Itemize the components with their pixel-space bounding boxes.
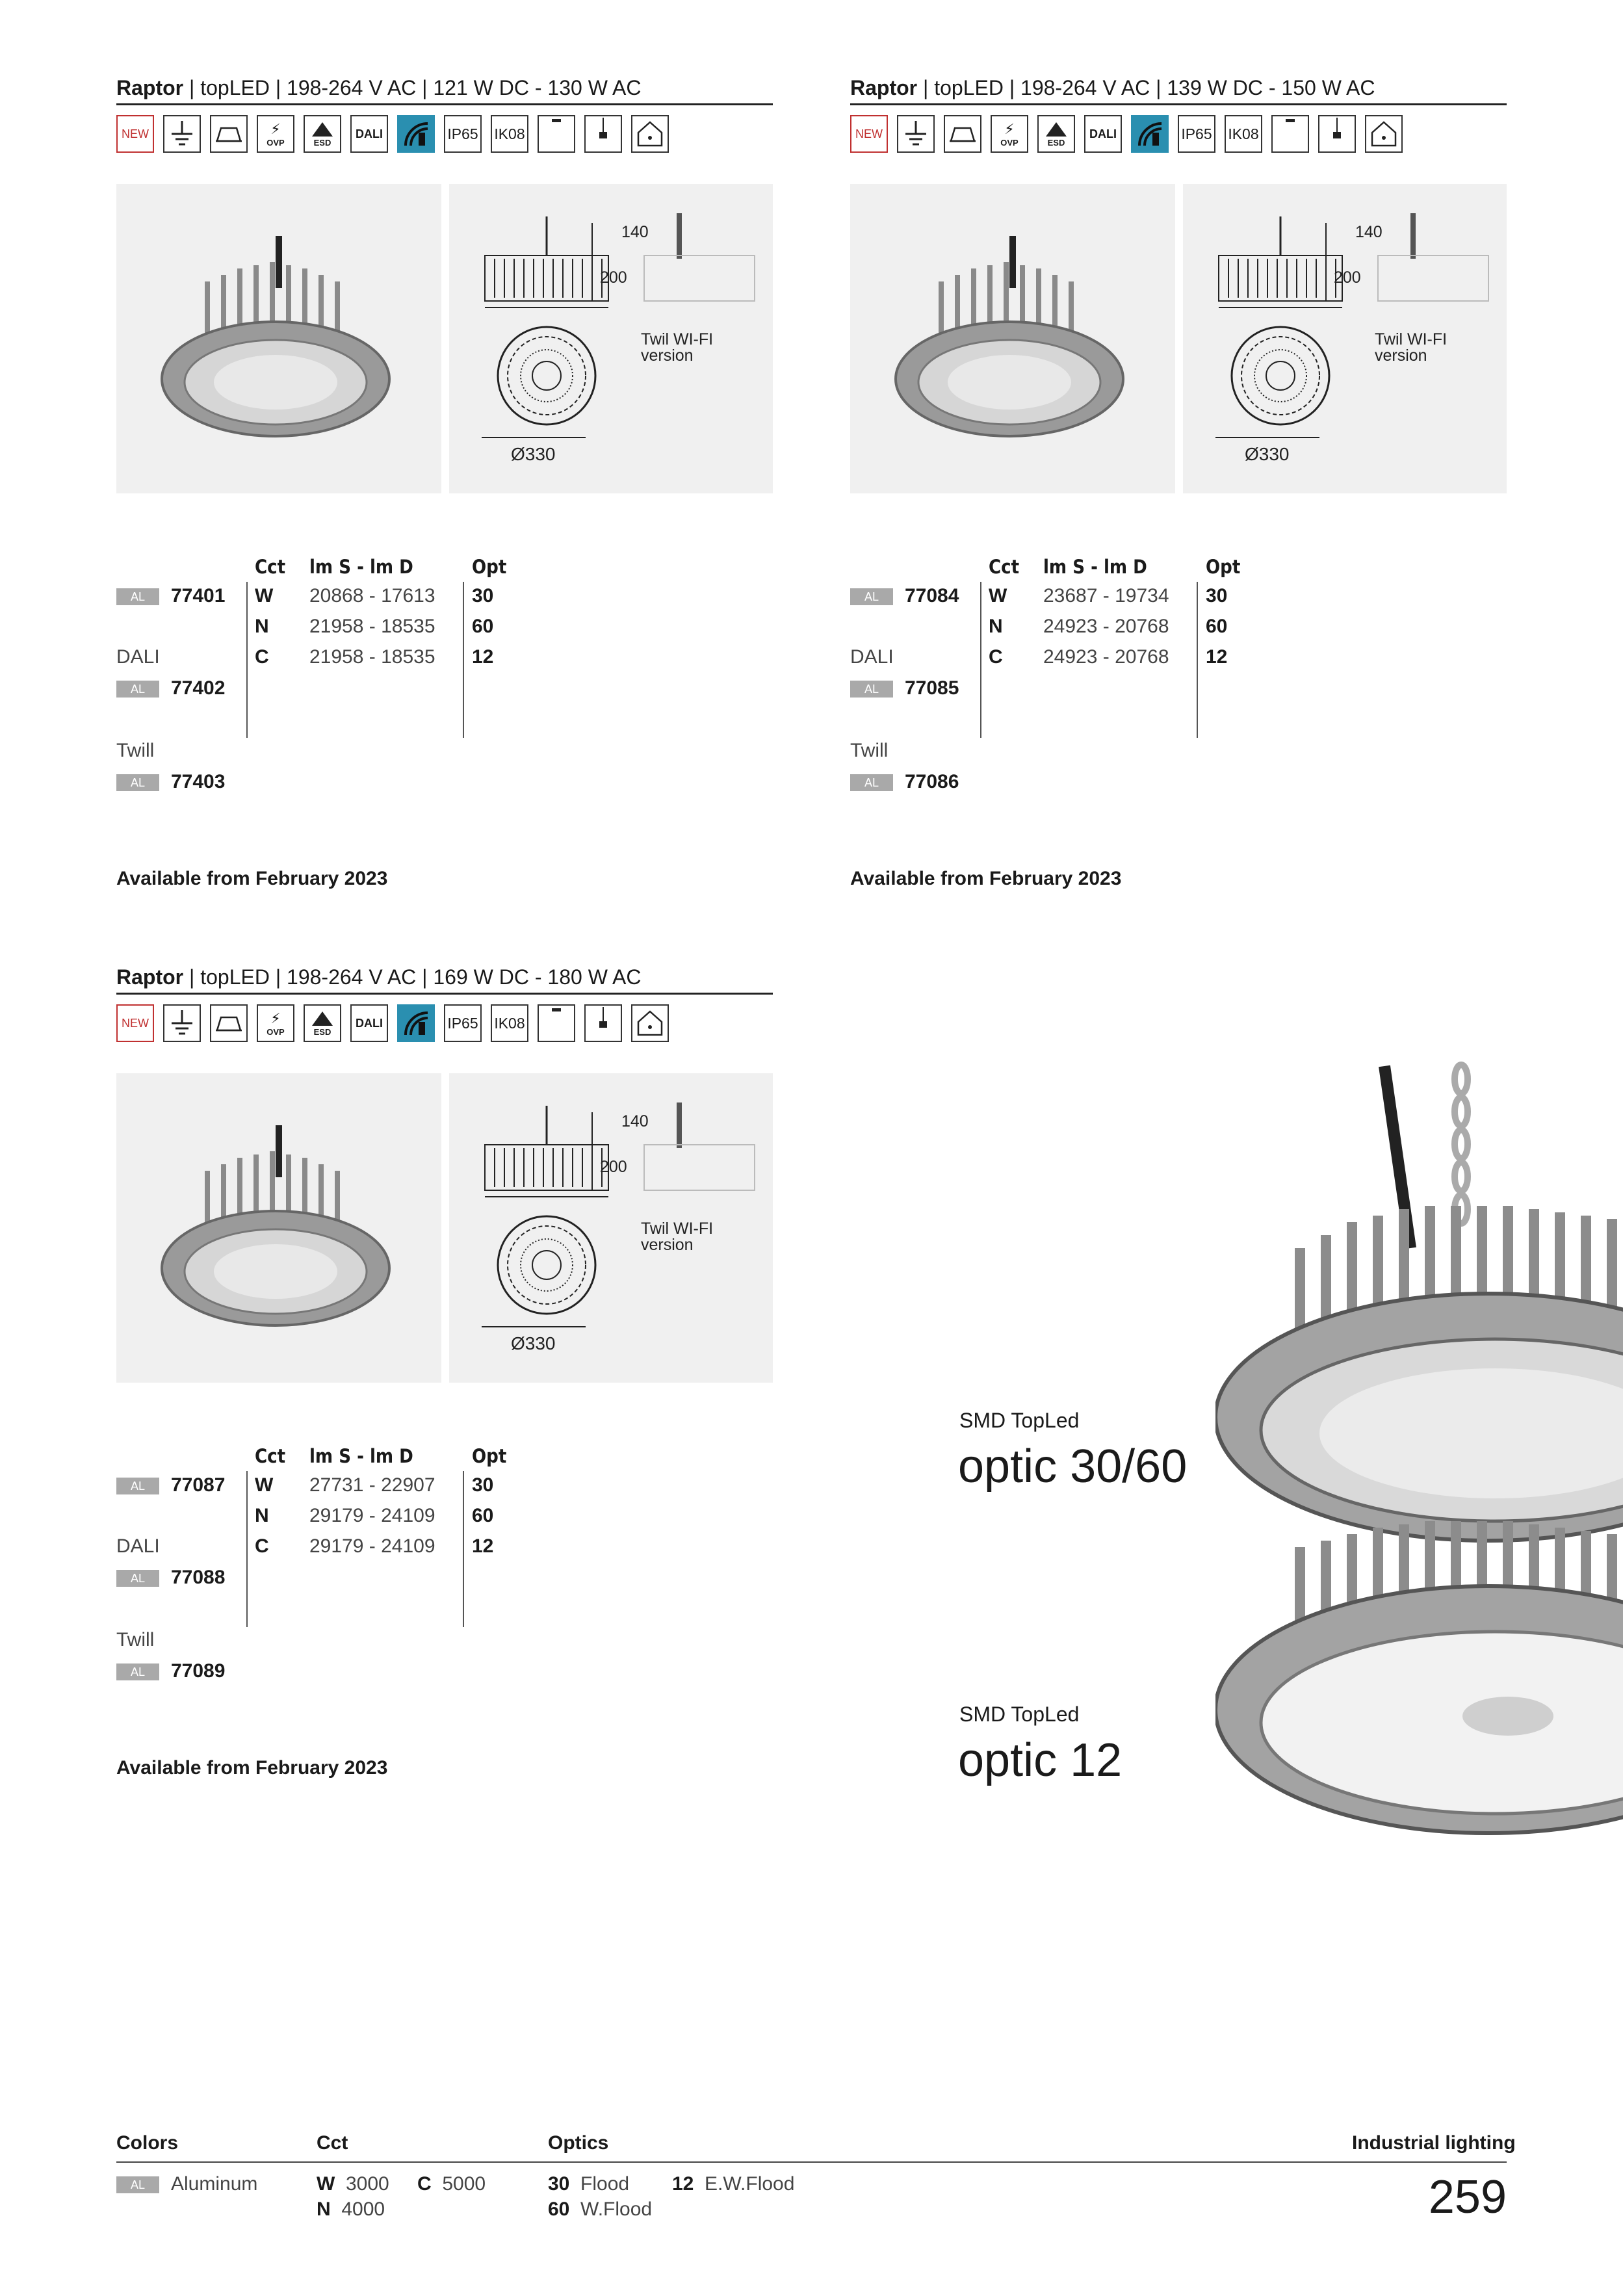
- variant-dali: DALI: [116, 646, 160, 668]
- feature-lamp-illustration: [1215, 1053, 1623, 1885]
- feature-icons: [850, 115, 1403, 154]
- technical-drawing: [449, 184, 773, 493]
- ceiling-mount-icon: [538, 1004, 575, 1042]
- product-title: Raptor | topLED | 198-264 V AC | 139 W DC - 150 W AC: [850, 75, 1507, 105]
- footer-optic-30: 30 Flood: [548, 2173, 630, 2195]
- footer-colors-heading: Colors: [116, 2132, 179, 2154]
- product-photo: [116, 184, 441, 493]
- optic-30-60-subtitle: SMD TopLed: [959, 1409, 1080, 1432]
- twill-wifi-icon: [1131, 115, 1169, 153]
- header-cct: Cct: [255, 556, 286, 578]
- optic-value: 12: [472, 1535, 494, 1557]
- code-row: AL 77089: [116, 1660, 225, 1683]
- availability-note: Available from February 2023: [116, 868, 388, 889]
- footer-cct-heading: Cct: [317, 2132, 348, 2154]
- twill-note-line-2: version: [1375, 346, 1427, 365]
- lumen-value: 20868 - 17613: [309, 585, 435, 607]
- dimension-140: 140: [1355, 223, 1383, 241]
- header-opt: Opt: [472, 1445, 507, 1467]
- technical-drawing: [1183, 184, 1507, 493]
- code-row: AL 77084: [850, 584, 959, 608]
- feature-icons: [116, 115, 669, 154]
- code-row: AL 77402: [116, 677, 225, 700]
- availability-note: Available from February 2023: [116, 1757, 388, 1779]
- new-badge: NEW: [116, 1004, 154, 1042]
- optic-value: 30: [1206, 585, 1228, 607]
- header-opt: Opt: [472, 556, 507, 578]
- footer-optics-heading: Optics: [548, 2132, 609, 2154]
- dimension-140: 140: [621, 223, 649, 241]
- feature-icons: [116, 1004, 669, 1043]
- availability-note: Available from February 2023: [850, 868, 1122, 889]
- code-row: AL 77401: [116, 584, 225, 608]
- lumen-value: 29179 - 24109: [309, 1505, 435, 1526]
- new-badge: NEW: [850, 115, 888, 153]
- lamp-shape-icon: [210, 1004, 248, 1042]
- cct-value: W: [989, 585, 1007, 607]
- header-cct: Cct: [255, 1445, 286, 1467]
- ground-icon: [163, 115, 201, 153]
- header-opt: Opt: [1206, 556, 1241, 578]
- ovp-icon: ⚡ OVP: [257, 115, 294, 153]
- variant-dali: DALI: [850, 646, 894, 668]
- cct-value: C: [255, 1535, 269, 1557]
- twill-wifi-icon: [397, 115, 435, 153]
- footer-color-aluminum: AL Aluminum: [116, 2173, 257, 2195]
- footer-optic-60: 60 W.Flood: [548, 2198, 653, 2220]
- footer-optic-12: 12 E.W.Flood: [672, 2173, 795, 2195]
- optic-12-title: optic 12: [958, 1734, 1123, 1786]
- dimension-200: 200: [1334, 268, 1361, 287]
- code-row: AL 77088: [116, 1566, 225, 1589]
- optic-value: 12: [1206, 646, 1228, 668]
- lumen-value: 24923 - 20768: [1043, 646, 1169, 668]
- variant-twill: Twill: [116, 1629, 155, 1650]
- ip-rating-badge: IP65: [444, 115, 482, 153]
- header-lm: lm S - lm D: [1043, 556, 1147, 578]
- footer-section-title: Industrial lighting: [1352, 2132, 1516, 2154]
- suspension-icon: [1318, 115, 1356, 153]
- product-title: Raptor | topLED | 198-264 V AC | 169 W DC - 180 W AC: [116, 964, 773, 995]
- lumen-value: 21958 - 18535: [309, 616, 435, 637]
- optic-value: 30: [472, 1474, 494, 1496]
- footer-rule: [116, 2161, 1507, 2163]
- indoor-icon: [631, 1004, 669, 1042]
- lamp-shape-icon: [944, 115, 981, 153]
- optic-value: 12: [472, 646, 494, 668]
- product-title: Raptor | topLED | 198-264 V AC | 121 W DC - 130 W AC: [116, 75, 773, 105]
- footer-cct-c: C 5000: [417, 2173, 486, 2195]
- lumen-value: 21958 - 18535: [309, 646, 435, 668]
- optic-12-subtitle: SMD TopLed: [959, 1702, 1080, 1726]
- code-row: AL 77085: [850, 677, 959, 700]
- header-lm: lm S - lm D: [309, 556, 413, 578]
- ceiling-mount-icon: [1271, 115, 1309, 153]
- ik-rating-badge: IK08: [1225, 115, 1262, 153]
- dimension-140: 140: [621, 1112, 649, 1130]
- esd-icon: ESD: [304, 115, 341, 153]
- suspension-icon: [584, 115, 622, 153]
- optic-value: 30: [472, 585, 494, 607]
- variant-twill: Twill: [850, 740, 889, 761]
- cct-value: N: [255, 1505, 269, 1526]
- twill-note-line-1: Twil WI-FI: [1375, 330, 1448, 348]
- optic-value: 60: [472, 616, 494, 637]
- dimension-diameter: Ø330: [511, 444, 556, 464]
- new-badge: NEW: [116, 115, 154, 153]
- header-cct: Cct: [989, 556, 1020, 578]
- lumen-value: 29179 - 24109: [309, 1535, 435, 1557]
- footer-cct-n: N 4000: [317, 2198, 385, 2220]
- dimension-200: 200: [600, 268, 627, 287]
- page-number: 259: [1428, 2171, 1507, 2223]
- optic-30-60-title: optic 30/60: [958, 1441, 1188, 1493]
- ground-icon: [897, 115, 935, 153]
- code-row: AL 77087: [116, 1474, 225, 1497]
- twill-wifi-icon: [397, 1004, 435, 1042]
- indoor-icon: [631, 115, 669, 153]
- cct-value: W: [255, 585, 274, 607]
- twill-note-line-2: version: [641, 1236, 694, 1254]
- code-row: AL 77086: [850, 770, 959, 794]
- esd-icon: ESD: [1037, 115, 1075, 153]
- ground-icon: [163, 1004, 201, 1042]
- lumen-value: 27731 - 22907: [309, 1474, 435, 1496]
- ip-rating-badge: IP65: [1178, 115, 1215, 153]
- header-lm: lm S - lm D: [309, 1445, 413, 1467]
- suspension-icon: [584, 1004, 622, 1042]
- twill-note-line-1: Twil WI-FI: [641, 330, 714, 348]
- cct-value: N: [989, 616, 1003, 637]
- cct-value: C: [989, 646, 1003, 668]
- lumen-value: 23687 - 19734: [1043, 585, 1169, 607]
- dali-icon: DALI: [1084, 115, 1122, 153]
- footer-cct-w: W 3000: [317, 2173, 389, 2195]
- ovp-icon: ⚡ OVP: [257, 1004, 294, 1042]
- lumen-value: 24923 - 20768: [1043, 616, 1169, 637]
- dimension-diameter: Ø330: [511, 1333, 556, 1353]
- variant-twill: Twill: [116, 740, 155, 761]
- esd-icon: ESD: [304, 1004, 341, 1042]
- ovp-icon: ⚡ OVP: [991, 115, 1028, 153]
- optic-value: 60: [472, 1505, 494, 1526]
- cct-value: N: [255, 616, 269, 637]
- variant-dali: DALI: [116, 1535, 160, 1557]
- optic-value: 60: [1206, 616, 1228, 637]
- dimension-200: 200: [600, 1158, 627, 1176]
- lamp-shape-icon: [210, 115, 248, 153]
- cct-value: W: [255, 1474, 274, 1496]
- ceiling-mount-icon: [538, 115, 575, 153]
- twill-note-line-2: version: [641, 346, 694, 365]
- ik-rating-badge: IK08: [491, 115, 528, 153]
- technical-drawing: [449, 1073, 773, 1383]
- product-photo: [116, 1073, 441, 1383]
- indoor-icon: [1365, 115, 1403, 153]
- code-row: AL 77403: [116, 770, 225, 794]
- dali-icon: DALI: [350, 1004, 388, 1042]
- dimension-diameter: Ø330: [1245, 444, 1290, 464]
- twill-note-line-1: Twil WI-FI: [641, 1220, 714, 1238]
- dali-icon: DALI: [350, 115, 388, 153]
- ip-rating-badge: IP65: [444, 1004, 482, 1042]
- ik-rating-badge: IK08: [491, 1004, 528, 1042]
- product-photo: [850, 184, 1175, 493]
- cct-value: C: [255, 646, 269, 668]
